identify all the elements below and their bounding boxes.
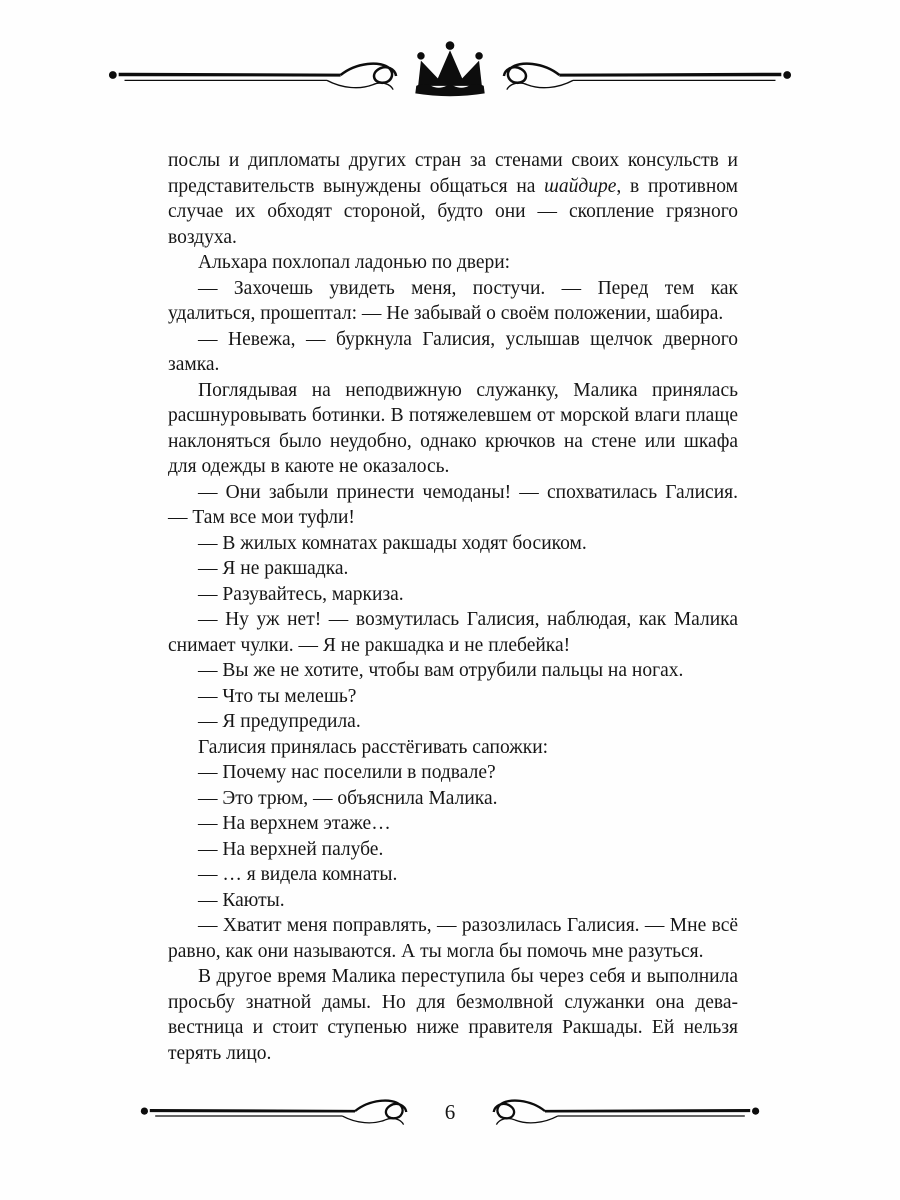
paragraph: [168, 760, 738, 786]
paragraph: [168, 811, 738, 837]
italic-text: шайдире: [544, 175, 617, 197]
paragraph: [168, 378, 738, 480]
text-segment: — Почему нас поселили в подвале?: [198, 762, 496, 783]
footer-flourish-left-icon: [134, 1094, 414, 1130]
paragraph: [168, 276, 738, 327]
flourish-right-icon: [501, 56, 793, 96]
text-segment: Поглядывая на неподвижную служанку, Малика принялась расшнуровывать ботинки. В потяжелевшем от морской влаги плаще наклоняться было неудобно, однако крючков на стене или шкафа для одежды в каюте не оказалось.: [168, 379, 738, 477]
paragraph: [168, 658, 738, 684]
paragraph: [168, 607, 738, 658]
paragraph: [168, 148, 738, 250]
text-segment: — Вы же не хотите, чтобы вам отрубили пальцы на ногах.: [198, 660, 684, 681]
paragraph: [168, 582, 738, 608]
paragraph: [168, 531, 738, 557]
text-segment: — Невежа, — буркнула Галисия, услышав щелчок дверного замка.: [168, 328, 738, 375]
text-segment: послы и дипломаты других стран за стенами своих консульств и представительств вынуждены общаться на: [168, 150, 738, 197]
footer-ornament: [0, 1094, 900, 1130]
text-segment: — Разувайтесь, маркиза.: [198, 583, 404, 605]
text-segment: — … я видела комнаты.: [198, 864, 398, 885]
text-segment: — Хватит меня поправлять, — разозлилась Галисия. — Мне всё равно, как они называются. А ты могла бы помочь мне разуться.: [168, 915, 738, 962]
text-segment: Альхара похлопал ладонью по двери:: [198, 252, 511, 273]
paragraph: [168, 786, 738, 812]
crown-icon: [405, 37, 495, 101]
header-ornament: [0, 44, 900, 108]
text-segment: — Я предупредила.: [198, 711, 361, 732]
text-segment: — Это трюм, — объяснила Малика.: [198, 787, 498, 809]
paragraph: [168, 913, 738, 964]
paragraph: [168, 888, 738, 914]
paragraph: [168, 556, 738, 582]
text-segment: В другое время Малика переступила бы через себя и выполнила просьбу знатной дамы. Но для безмолвной служанки она дева-вестница и стоит ступенью ниже правителя Ракшады. Ей нельзя терять лицо.: [168, 966, 738, 1064]
text-segment: Галисия принялась расстёгивать сапожки:: [198, 736, 549, 758]
paragraph: [168, 327, 738, 378]
text-segment: — Захочешь увидеть меня, постучи. — Перед тем как удалиться, прошептал: — Не забывай о своём положении, шабира.: [168, 277, 738, 324]
page-number: 6: [444, 1099, 456, 1124]
paragraph: [168, 684, 738, 710]
text-segment: — На верхней палубе.: [198, 838, 384, 860]
text-block: [168, 148, 738, 1066]
flourish-left-icon: [107, 56, 399, 96]
paragraph: [168, 735, 738, 761]
text-segment: — Я не ракшадка.: [198, 558, 349, 579]
text-segment: — Ну уж нет! — возмутилась Галисия, наблюдая, как Малика снимает чулки. — Я не ракшадка и не плебейка!: [168, 609, 738, 656]
text-segment: , в противном случае их обходят стороной, будто они — скопление грязного воздуха.: [168, 175, 738, 248]
text-segment: — Они забыли принести чемоданы! — спохватилась Галисия. — Там все мои туфли!: [168, 481, 738, 528]
paragraph: [168, 480, 738, 531]
text-segment: — Что ты мелешь?: [198, 685, 357, 707]
paragraph: [168, 250, 738, 276]
paragraph: [168, 709, 738, 735]
text-segment: — В жилых комнатах ракшады ходят босиком.: [198, 532, 587, 554]
footer-flourish-right-icon: [486, 1094, 766, 1130]
paragraph: [168, 862, 738, 888]
paragraph: [168, 964, 738, 1066]
text-segment: — На верхнем этаже…: [198, 813, 391, 834]
text-segment: — Каюты.: [198, 889, 285, 911]
paragraph: [168, 837, 738, 863]
